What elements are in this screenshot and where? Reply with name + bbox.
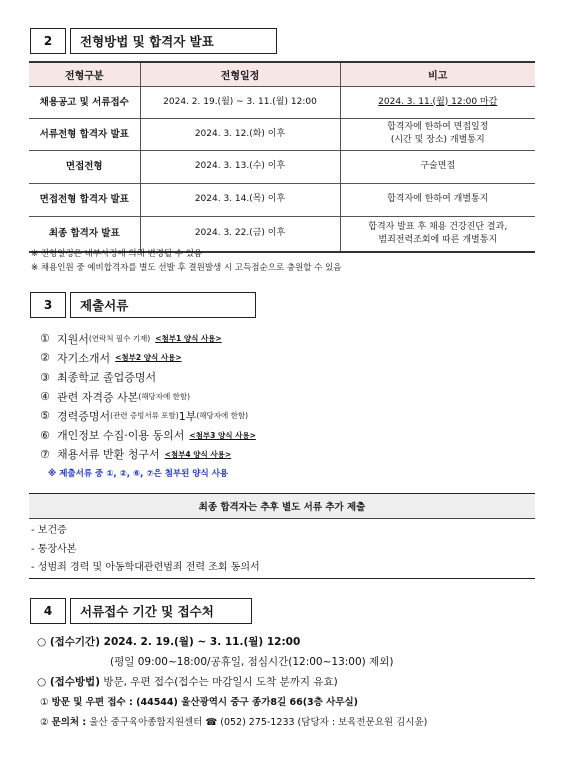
column-header: 비고 [340,62,535,86]
section-number: 2 [30,28,66,54]
schedule-table [29,61,535,253]
section-number: 4 [30,598,66,624]
schedule-date: 2024. 3. 14.(목) 이후 [140,183,340,216]
section-title: 전형방법 및 합격자 발표 [70,28,277,54]
list-item: - 보건증 [31,525,67,536]
schedule-note: 구술면접 [340,150,535,183]
method-text: 방문, 우편 접수(접수는 마감일시 도착 분까지 유효) [100,676,338,688]
schedule-note [340,216,535,252]
schedule-date: 2024. 3. 12.(화) 이후 [140,118,340,150]
item-number: ② [40,717,49,728]
doc-name: 자기소개서 [57,351,111,365]
attachment-label: <첨부2 양식 사용> [115,353,182,363]
table-row [29,118,535,150]
schedule-type: 면접전형 합격자 발표 [29,183,140,216]
schedule-date: 2024. 2. 19.(월) ~ 3. 11.(월) 12:00 [140,86,340,118]
section-title: 서류접수 기간 및 접수처 [70,598,252,624]
section-2-header [30,28,277,54]
doc-name: 지원서 [57,332,89,346]
method-label: ○ (접수방법) [37,676,100,688]
list-item: - 통장사본 [31,543,77,555]
reception-method [37,674,427,694]
doc-detail: (관련 증빙서류 포함) [110,411,179,421]
doc-name: 최종학교 졸업증명서 [57,371,157,385]
contact-label: 문의처 : [51,717,87,728]
schedule-note: 합격자에 한하여 개별통지 [340,183,535,216]
item-number: ① [40,697,49,708]
attachment-label: <첨부1 양식 사용> [155,334,222,344]
table-row [29,183,535,216]
doc-detail: (해당자에 한함) [138,392,191,402]
item-number: ⑦ [40,447,50,461]
section-title: 제출서류 [70,292,256,318]
contact-text: 울산 중구육아종합지원센터 ☎ (052) 275-1233 (담당자 : 보육전문요원 김시윤) [86,717,428,728]
schedule-type: 서류전형 합격자 발표 [29,118,140,150]
divider [29,578,535,579]
column-header: 전형일정 [140,62,340,86]
column-header: 전형구분 [29,62,140,86]
final-submission-list [31,522,260,578]
document-list [40,329,256,481]
table-row [29,150,535,183]
section-3-header [30,292,256,318]
list-item: - 성범죄 경력 및 아동학대관련범죄 전력 조회 동의서 [31,562,260,573]
final-submission-title: 최종 합격자는 추후 별도 서류 추가 제출 [29,493,535,519]
note-line: (시간 및 장소) 개별통지 [390,135,485,145]
attachment-label: <첨부3 양식 사용> [189,430,256,440]
doc-detail: (해당자에 한함) [196,411,249,421]
visit-address: 방문 및 우편 접수 : (44544) 울산광역시 중구 종가8길 66(3층 사무실) [51,697,359,708]
schedule-note [340,86,535,118]
doc-name: 채용서류 반환 청구서 [57,448,160,462]
list-item [40,329,256,348]
schedule-type: 채용공고 및 서류접수 [29,86,140,118]
list-item [40,368,256,387]
doc-name: 관련 자격증 사본 [57,390,139,404]
reception-period: ○ (접수기간) 2024. 2. 19.(월) ~ 3. 11.(월) 12:00 [37,636,301,648]
item-number: ① [40,332,50,346]
note-line: 합격자 발표 후 채용 건강진단 결과, [368,221,508,232]
reception-info [37,634,427,734]
schedule-date: 2024. 3. 13.(수) 이후 [140,150,340,183]
schedule-note [340,118,535,150]
doc-detail: (연락처 필수 기재) [88,334,151,344]
schedule-type: 최종 합격자 발표 [29,216,140,252]
table-header-row [29,62,535,86]
item-number: ⑤ [40,409,50,423]
note-line: 범죄전력조회에 따른 개별통지 [378,234,498,245]
table-row [29,86,535,118]
deadline-note: 2024. 3. 11.(월) 12:00 마감 [378,96,498,107]
item-number: ⑥ [40,428,50,442]
reception-visit [37,694,427,714]
list-item [40,348,256,367]
schedule-type: 면접전형 [29,150,140,183]
doc-count: 1부 [178,409,197,423]
section-4-header [30,598,252,624]
schedule-notes [31,247,342,275]
list-item [40,425,256,444]
attachment-label: <첨부4 양식 사용> [164,449,232,459]
documents-note: ※ 제출서류 중 ①, ②, ⑥, ⑦은 첨부된 양식 사용 [48,468,229,479]
schedule-date: 2024. 3. 22.(금) 이후 [140,216,340,252]
reception-period-detail: (평일 09:00~18:00/공휴일, 점심시간(12:00~13:00) 제외) [110,656,394,668]
doc-name: 경력증명서 [57,409,111,423]
section-number: 3 [30,292,66,318]
note-text: ※ 채용인원 중 예비합격자를 별도 선발 후 결원발생 시 고득점순으로 충원할 수 있음 [31,263,342,273]
note-line: 합격자에 한하여 면접일정 [387,122,489,132]
list-item [40,387,256,406]
item-number: ③ [40,370,50,384]
reception-contact [37,714,427,734]
note-text: ※ 전형일정은 내부사정에 의해 변경될 수 있음 [31,249,203,259]
doc-name: 개인정보 수집·이용 동의서 [57,429,185,443]
list-item [40,406,256,425]
list-item [40,445,256,464]
item-number: ② [40,351,50,365]
item-number: ④ [40,390,50,404]
